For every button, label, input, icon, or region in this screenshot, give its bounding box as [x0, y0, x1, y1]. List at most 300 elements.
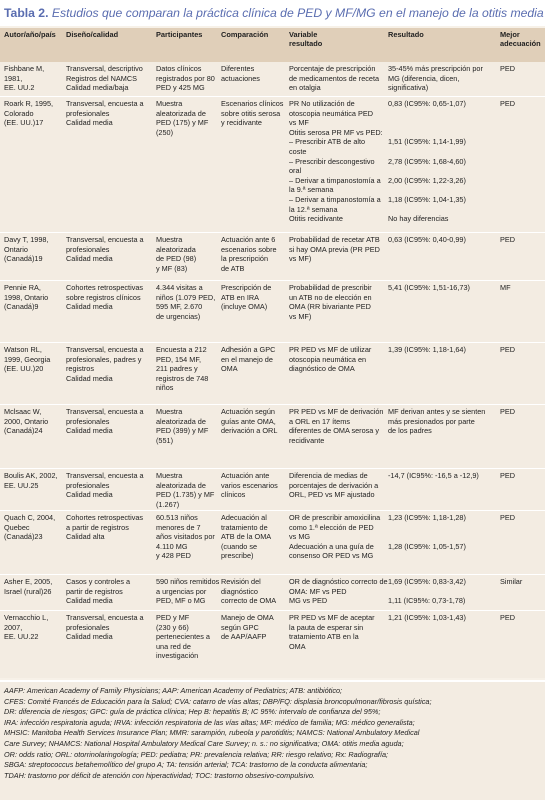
cell-line: PED — [500, 513, 516, 522]
cell-line: Calidad alta — [66, 532, 105, 542]
cell-line: Registros del NAMCS — [66, 73, 137, 83]
cell-line: 2000, Ontario — [4, 416, 49, 426]
cell-best-fit — [500, 99, 515, 109]
cell-line: Muestra — [156, 235, 183, 244]
cell-line: profesionales — [66, 244, 110, 254]
table-row — [0, 62, 545, 96]
cell-line: en otalgia — [289, 83, 321, 93]
cell-design — [66, 99, 144, 128]
cell-line: Muestra — [156, 99, 183, 108]
cell-line: (incluye OMA) — [221, 302, 268, 312]
cell-comparison — [221, 64, 260, 83]
cell-best-fit — [500, 283, 511, 293]
footnote-line: DR: diferencia de riesgos; GPC: guía de práctica clínica; Hep B: hepatitis B; IC 95%: intervalo de confianza del 95%; — [4, 707, 381, 717]
cell-line: Calidad media — [66, 118, 113, 128]
cell-line: vs MG — [289, 532, 311, 542]
cell-result — [388, 513, 466, 551]
cell-participants — [156, 577, 219, 606]
cell-line: (Canadá)9 — [4, 302, 39, 312]
cell-line: 1,23 (IC95%: 1,18-1,28) — [388, 513, 466, 522]
cell-line — [388, 128, 466, 138]
cell-line: Boulis AK, 2002, — [4, 471, 58, 480]
cell-line: una red de — [156, 641, 191, 651]
cell-line: Encuesta a 212 — [156, 345, 207, 354]
cell-line: Diferentes — [221, 64, 255, 73]
abbreviations-note — [4, 686, 540, 781]
cell-author — [4, 235, 48, 264]
cell-line: Porcentaje de prescripción — [289, 64, 376, 73]
cell-line: OMA — [221, 364, 238, 374]
cell-line: MF derivan antes y se sienten — [388, 407, 486, 416]
cell-line: profesionales — [66, 480, 110, 490]
cell-line: PED y 425 MG — [156, 83, 205, 93]
cell-line: – Derivar a timpanostomía a — [289, 194, 381, 204]
cell-line: ATB en IRA — [221, 292, 259, 302]
cell-line: según GPC — [221, 622, 259, 632]
cell-line: PED — [500, 471, 516, 480]
cell-line: Calidad media — [66, 426, 113, 436]
cell-participants — [156, 345, 208, 393]
cell-line: PED — [500, 99, 516, 108]
cell-line: porcentajes de derivación a — [289, 480, 379, 490]
cell-line: otoscopia neumática en — [289, 354, 367, 364]
cell-line: de ATB — [221, 263, 245, 273]
cell-line: más presionados por parte — [388, 416, 475, 426]
cell-line: Muestra — [156, 407, 183, 416]
cell-line: Pennie RA, — [4, 283, 41, 292]
cell-line: partir de registros — [66, 586, 123, 596]
footnote-line: CFES: Comité Francés de Educación para la Salud; CVA: catarro de vías altas; DBP/FQ: displasia broncopulmonar/fibrosis quística; — [4, 696, 432, 706]
cell-line: aleatorizada de — [156, 480, 206, 490]
cell-line: Datos clínicos — [156, 64, 202, 73]
cell-line: PED (175) y MF — [156, 118, 209, 128]
cell-result — [388, 235, 466, 245]
cell-line: -14,7 (IC95%: -16,5 a -12,9) — [388, 471, 479, 480]
cell-result — [388, 577, 466, 606]
cell-line: 1,51 (IC95%: 1,14-1,99) — [388, 137, 466, 147]
cell-line: No hay diferencias — [388, 214, 449, 224]
cell-line: Adhesión a GPC — [221, 345, 276, 354]
cell-line: – Derivar a timpanostomía a — [289, 175, 381, 185]
cell-line: profesionales — [66, 622, 110, 632]
cell-result — [388, 345, 466, 355]
cell-line: la pauta de esperar sin — [289, 622, 364, 632]
cell-line: prescribe) — [221, 551, 254, 561]
cell-line: PR No utilización de — [289, 99, 355, 108]
cell-line: como 1.ª elección de PED — [289, 522, 374, 532]
cell-line: PED — [500, 235, 516, 244]
cell-line: 1998, Ontario — [4, 292, 49, 302]
cell-participants — [156, 613, 210, 661]
cell-line: Probabilidad de recetar ATB — [289, 235, 380, 244]
cell-line: registros de 748 — [156, 373, 209, 383]
cell-line: (Canadá)24 — [4, 426, 43, 436]
cell-line — [388, 523, 466, 533]
cell-author — [4, 64, 44, 93]
cell-line: OMA — [289, 641, 306, 651]
cell-line: PED (399) y MF — [156, 426, 209, 436]
cell-line: Transversal, encuesta a — [66, 471, 144, 480]
cell-line: 1,39 (IC95%: 1,18-1,64) — [388, 345, 466, 354]
col-header-comparison: Comparación — [221, 30, 269, 39]
cell-line: a partir de registros — [66, 522, 129, 532]
cell-result — [388, 99, 466, 224]
cell-line: significativa) — [388, 83, 429, 93]
cell-line: 1,28 (IC95%: 1,05-1,57) — [388, 541, 466, 551]
cell-line: (551) — [156, 435, 174, 445]
cell-line — [388, 147, 466, 157]
cell-line: consenso OR PED vs MG — [289, 551, 374, 561]
cell-outcome-variable — [289, 407, 384, 445]
cell-design — [66, 407, 144, 436]
cell-author — [4, 99, 53, 128]
cell-line: 60.513 niños — [156, 513, 198, 522]
cell-line: 595 MF, 2.670 — [156, 302, 203, 312]
cell-line: varios escenarios — [221, 480, 278, 490]
cell-outcome-variable — [289, 283, 372, 321]
cell-result — [388, 283, 470, 293]
cell-outcome-variable — [289, 471, 378, 500]
cell-line: años visitados por — [156, 532, 215, 542]
cell-line: 0,83 (IC95%: 0,65-1,07) — [388, 99, 466, 108]
cell-best-fit — [500, 471, 515, 481]
cell-result — [388, 613, 466, 623]
cell-line: (230 y 66) — [156, 622, 189, 632]
cell-line: 211 padres y — [156, 364, 198, 374]
cell-line: (Canadá)23 — [4, 532, 43, 542]
cell-result — [388, 471, 479, 481]
cell-line: (EE. UU.)17 — [4, 118, 44, 128]
cell-line: Casos y controles a — [66, 577, 131, 586]
cell-comparison — [221, 613, 274, 642]
col-header-outcome-variable: Variable resultado — [289, 30, 323, 48]
cell-author — [4, 577, 52, 596]
cell-line: Asher E, 2005, — [4, 577, 53, 586]
cell-line: guías ante OMA, — [221, 416, 276, 426]
cell-line: Calidad media — [66, 632, 113, 642]
cell-line: 35-45% más prescripción por — [388, 64, 483, 73]
cell-line: Quebec — [4, 522, 30, 532]
cell-line: 2,78 (IC95%: 1,68-4,60) — [388, 156, 466, 166]
cell-line: coste — [289, 146, 307, 156]
cell-line: otoscopia neumática PED — [289, 108, 373, 118]
cell-line: escenarios sobre — [221, 244, 277, 254]
cell-line: vs MF) — [289, 311, 312, 321]
cell-line: la prescripción — [221, 254, 269, 264]
cell-design — [66, 64, 143, 93]
cell-line: (250) — [156, 127, 174, 137]
cell-line: vs MF — [289, 118, 309, 128]
cell-line: Adecuación a una guía de — [289, 541, 374, 551]
cell-line: OMA: MF vs PED — [289, 586, 347, 596]
cell-line: EE. UU.25 — [4, 480, 39, 490]
cell-line: a urgencias por — [156, 586, 207, 596]
cell-line: Transversal, encuesta a — [66, 613, 144, 622]
cell-author — [4, 283, 48, 312]
cell-line: Davy T, 1998, — [4, 235, 49, 244]
cell-line — [388, 118, 466, 128]
cell-line: 1,21 (IC95%: 1,03-1,43) — [388, 613, 466, 622]
col-header-best-fit: Mejor adecuación — [500, 30, 541, 48]
cell-author — [4, 471, 58, 490]
cell-outcome-variable — [289, 345, 371, 374]
cell-line — [388, 587, 466, 597]
cell-line: Vernacchio L, — [4, 613, 49, 622]
cell-participants — [156, 283, 215, 321]
cell-line: en el manejo de — [221, 354, 273, 364]
cell-outcome-variable — [289, 64, 379, 93]
footnote-line: TDAH: trastorno por déficit de atención con hiperactividad; TOC: trastorno obsesivo-compulsivo. — [4, 770, 315, 780]
cell-line: Cohortes retrospectivas — [66, 513, 144, 522]
cell-line: aleatorizada de — [156, 416, 206, 426]
cell-participants — [156, 64, 215, 93]
cell-design — [66, 235, 144, 264]
cell-design — [66, 613, 144, 642]
cell-line: 2007, — [4, 622, 23, 632]
col-header-design: Diseño/calidad — [66, 30, 119, 39]
cell-line: la 12.ª semana — [289, 204, 338, 214]
cell-best-fit — [500, 64, 515, 74]
cell-comparison — [221, 345, 275, 374]
cell-comparison — [221, 513, 271, 561]
cell-line: de PED (98) — [156, 254, 197, 264]
cell-line: PED — [500, 613, 516, 622]
cell-line — [388, 109, 466, 119]
cell-line: PED, MF o MG — [156, 596, 206, 606]
cell-design — [66, 345, 144, 383]
cell-line: Calidad media — [66, 490, 113, 500]
table-number: Tabla 2. — [4, 6, 49, 20]
cell-line: Probabilidad de prescribir — [289, 283, 372, 292]
cell-line: oral — [289, 166, 302, 176]
cell-participants — [156, 471, 214, 509]
table-row — [0, 280, 545, 343]
cell-line: (Canadá)19 — [4, 254, 43, 264]
cell-line: aleatorizada — [156, 244, 196, 254]
cell-line: Transversal, encuesta a — [66, 235, 144, 244]
cell-line: EE. UU.2 — [4, 83, 35, 93]
cell-line: vs MF) — [289, 254, 312, 264]
cell-line: derivación a ORL — [221, 426, 278, 436]
cell-participants — [156, 513, 215, 561]
cell-line: tratamiento de — [221, 522, 268, 532]
cell-participants — [156, 99, 208, 137]
table-header — [0, 28, 545, 62]
cell-line: Calidad media/baja — [66, 83, 129, 93]
col-header-author: Autor/año/país — [4, 30, 56, 39]
cell-line: Otitis recidivante — [289, 214, 343, 224]
cell-line: y 428 PED — [156, 551, 191, 561]
cell-line: registros — [66, 364, 94, 374]
cell-best-fit — [500, 613, 515, 623]
cell-line: y recidivante — [221, 118, 262, 128]
cell-line — [388, 185, 466, 195]
cell-line: Escenarios clínicos — [221, 99, 284, 108]
cell-line: Actuación ante — [221, 471, 270, 480]
cell-line: OR de diagnóstico correcto de — [289, 577, 388, 586]
cell-line: Similar — [500, 577, 523, 586]
cell-line: de los padres — [388, 426, 432, 436]
cell-line: Manejo de OMA — [221, 613, 274, 622]
table-row — [0, 574, 545, 611]
cell-line: Israel (rural)26 — [4, 586, 52, 596]
cell-line: 1,18 (IC95%: 1,04-1,35) — [388, 194, 466, 204]
cell-outcome-variable — [289, 99, 383, 224]
cell-line: sobre registros clínicos — [66, 292, 141, 302]
table-row — [0, 232, 545, 281]
cell-line: Roark R, 1995, — [4, 99, 54, 108]
footnote-line: SBGA: streptococcus betahemolítico del grupo A; TA: tensión arterial; TCA: trastorno de la conducta alimentaria; — [4, 760, 368, 770]
table-row — [0, 404, 545, 469]
cell-line: PED — [500, 407, 516, 416]
footnote-line: MHSIC: Manitoba Health Services Insurance Plan; MMR: sarampión, rubeola y parotiditis; NAMCS: National Ambulatory Medical — [4, 728, 420, 738]
cell-outcome-variable — [289, 577, 388, 606]
cell-line: – Prescribir descongestivo — [289, 156, 375, 166]
cell-line: ORL, PED vs MF ajustado — [289, 490, 375, 500]
cell-comparison — [221, 471, 278, 500]
cell-line: 2,00 (IC95%: 1,22-3,26) — [388, 175, 466, 185]
col-header-result: Resultado — [388, 30, 424, 39]
cell-best-fit — [500, 577, 522, 587]
footnote-line: OR: odds ratio; ORL: otorrinolaringología; PED: pediatra; PR: prevalencia relativa; RR: riesgo relativo; Rx: Radiografía; — [4, 749, 389, 759]
cell-line: investigación — [156, 651, 199, 661]
cell-line: la 9.ª semana — [289, 185, 334, 195]
cell-line: si hay OMA previa (PR PED — [289, 244, 380, 254]
cell-line: MF — [500, 283, 511, 292]
cell-line: diagnóstico — [221, 586, 258, 596]
cell-line: 590 niños remitidos — [156, 577, 220, 586]
footnote-line: Care Survey; NHAMCS: National Hospital Ambulatory Medical Care Survey; n. s.: no significativa; OMA: otitis media aguda; — [4, 738, 404, 748]
table-row — [0, 510, 545, 575]
cell-author — [4, 407, 48, 436]
cell-comparison — [221, 283, 271, 312]
cell-line: 1999, Georgia — [4, 354, 51, 364]
table-footnotes — [0, 680, 545, 800]
cell-line: 1,11 (IC95%: 0,73-1,78) — [388, 596, 466, 606]
cell-participants — [156, 407, 208, 445]
cell-line: PR PED vs MF de utilizar — [289, 345, 372, 354]
cell-line: Diferencia de medias de — [289, 471, 368, 480]
cell-line: correcto de OMA — [221, 596, 277, 606]
cell-line: PR PED vs MF de aceptar — [289, 613, 375, 622]
cell-result — [388, 407, 485, 436]
cell-line: aleatorizada de — [156, 108, 206, 118]
footnote-line: AAFP: American Academy of Family Physicians; AAP: American Academy of Pediatrics; ATB: antibiótico; — [4, 686, 343, 695]
cell-design — [66, 513, 143, 542]
table-body — [0, 62, 545, 678]
cell-line: Watson RL, — [4, 345, 42, 354]
cell-line: 4.110 MG — [156, 541, 188, 551]
cell-line: de medicamentos de receta — [289, 73, 380, 83]
cell-line: de urgencias) — [156, 311, 201, 321]
cell-line — [388, 532, 466, 542]
cell-line: (EE. UU.)20 — [4, 364, 44, 374]
cell-line — [388, 205, 466, 215]
cell-line: Ontario — [4, 244, 28, 254]
cell-line: EE. UU.22 — [4, 632, 39, 642]
cell-author — [4, 345, 50, 374]
cell-line: tratamiento ATB en la — [289, 632, 359, 642]
cell-line: 0,63 (IC95%: 0,40-0,99) — [388, 235, 466, 244]
table-row — [0, 610, 545, 679]
cell-line: clínicos — [221, 490, 246, 500]
cell-line: PED (1.735) y MF — [156, 490, 215, 500]
cell-line: profesionales, padres y — [66, 354, 142, 364]
cell-design — [66, 577, 130, 606]
cell-line: (cuando se — [221, 541, 258, 551]
cell-best-fit — [500, 513, 515, 523]
cell-line: 1,69 (IC95%: 0,83-3,42) — [388, 577, 466, 586]
cell-line: Actuación ante 6 — [221, 235, 276, 244]
cell-line: PED — [500, 345, 516, 354]
cell-line: profesionales — [66, 416, 110, 426]
cell-comparison — [221, 407, 277, 436]
cell-line: a ORL en 17 ítems — [289, 416, 350, 426]
cell-line: Calidad media — [66, 254, 113, 264]
cell-line: 4.344 visitas a — [156, 283, 203, 292]
cell-line: Muestra — [156, 471, 183, 480]
cell-line: Actuación según — [221, 407, 275, 416]
table-caption: Estudios que comparan la práctica clínica de PED y MF/MG en el manejo de la otitis media — [51, 6, 544, 20]
cell-line: MG vs PED — [289, 596, 328, 606]
cell-line: Cohortes retrospectivas — [66, 283, 144, 292]
cell-line: profesionales — [66, 108, 110, 118]
cell-line: Mclsaac W, — [4, 407, 42, 416]
cell-line: y MF (83) — [156, 263, 188, 273]
cell-best-fit — [500, 345, 515, 355]
cell-line: diagnóstico de OMA — [289, 364, 355, 374]
table-row — [0, 96, 545, 233]
cell-outcome-variable — [289, 235, 380, 264]
cell-line: Adecuación al — [221, 513, 267, 522]
cell-line: un ATB no de elección en — [289, 292, 372, 302]
cell-line: registrados por 80 — [156, 73, 215, 83]
cell-line: pertenecientes a — [156, 632, 210, 642]
cell-design — [66, 283, 143, 312]
cell-line: niños (1.079 PED, — [156, 292, 216, 302]
col-header-participants: Participantes — [156, 30, 203, 39]
cell-design — [66, 471, 144, 500]
cell-best-fit — [500, 235, 515, 245]
cell-line: sobre otitis serosa — [221, 108, 281, 118]
cell-line: – Prescribir ATB de alto — [289, 137, 366, 147]
cell-line: niños — [156, 383, 174, 393]
cell-line: ATB de la OMA — [221, 532, 272, 542]
cell-author — [4, 613, 48, 642]
table-title — [0, 0, 545, 26]
cell-line: 1981, — [4, 73, 23, 83]
cell-best-fit — [500, 407, 515, 417]
cell-line: MG (diferencia, dicen, — [388, 73, 460, 83]
table-row — [0, 342, 545, 405]
cell-line: PR PED vs MF de derivación — [289, 407, 384, 416]
cell-line: diferentes de OMA serosa y — [289, 426, 380, 436]
table-row — [0, 468, 545, 511]
cell-line: Transversal, descriptivo — [66, 64, 143, 73]
cell-line: Transversal, encuesta a — [66, 345, 144, 354]
cell-line: OMA (RR bivariante PED — [289, 302, 371, 312]
cell-author — [4, 513, 55, 542]
cell-comparison — [221, 577, 276, 606]
footnote-line: IRA: infección respiratoria aguda; IRVA: infección respiratoria de las vías altas; MF: médico de familia; MG: médico generalista; — [4, 717, 415, 727]
cell-line: Transversal, encuesta a — [66, 99, 144, 108]
cell-comparison — [221, 235, 277, 273]
cell-line: Otitis serosa PR MF vs PED: — [289, 127, 383, 137]
cell-line: Calidad media — [66, 596, 113, 606]
cell-line: de AAP/AAFP — [221, 632, 267, 642]
cell-line: Calidad media — [66, 373, 113, 383]
cell-line: menores de 7 — [156, 522, 201, 532]
